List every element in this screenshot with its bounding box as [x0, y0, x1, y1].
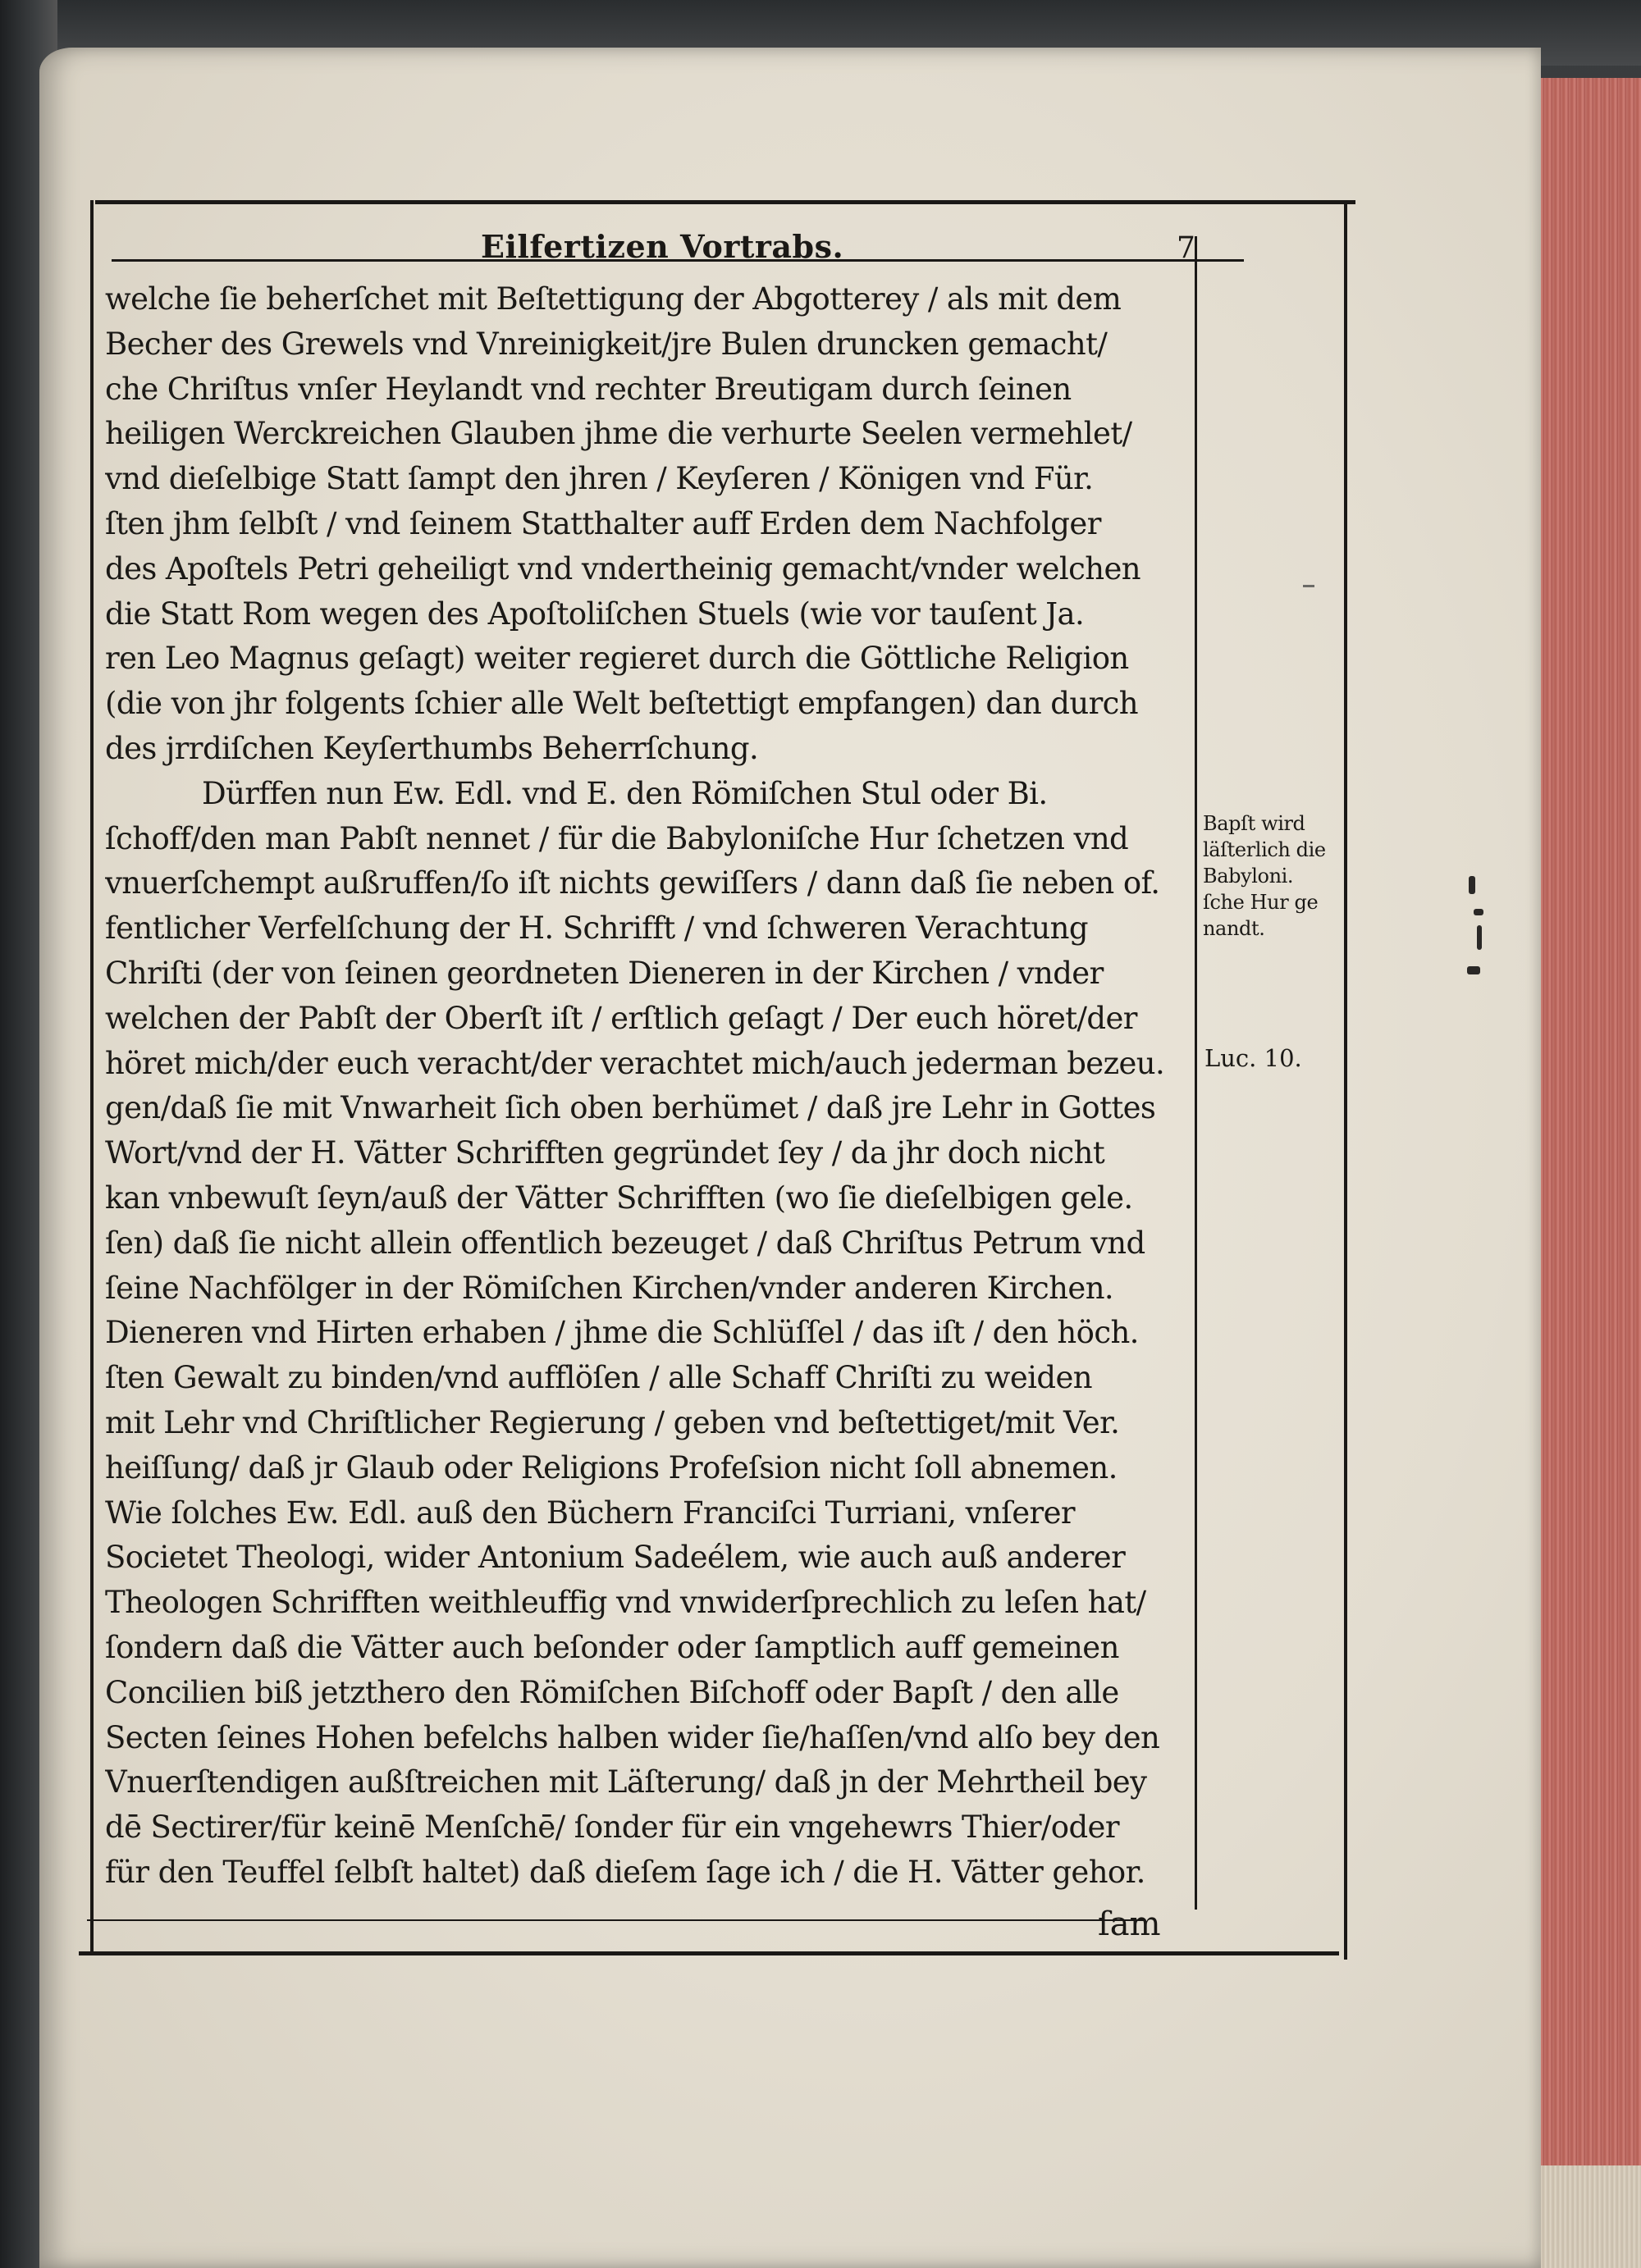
text-line: Concilien biß jetzthero den Römiſchen Biſchoff oder Bapſt / den alle: [105, 1674, 1119, 1710]
margin-pencil-mark: [1303, 585, 1314, 587]
text-line: ſten Gewalt zu binden/vnd aufflöſen / alle Schaff Chriſti zu weiden: [105, 1360, 1092, 1396]
marginal-note-line: Babyloni.: [1203, 865, 1294, 888]
marginal-note-line: läſterlich die: [1203, 838, 1326, 861]
text-line: ren Leo Magnus geſagt) weiter regieret durch die Göttliche Religion: [105, 641, 1129, 677]
fore-edge-bottom: [1526, 2165, 1641, 2268]
text-line: fentlicher Verfelſchung der H. Schrifft / vnd ſchweren Verachtung: [105, 910, 1088, 947]
text-line: ſen) daß ſie nicht allein offentlich bezeuget / daß Chriſtus Petrum vnd: [105, 1225, 1145, 1261]
show-through-marks: [1465, 876, 1490, 991]
text-line: Wie ſolches Ew. Edl. auß den Büchern Franciſci Turriani, vnſerer: [105, 1495, 1075, 1531]
text-line: Chriſti (der von ſeinen geordneten Dieneren in der Kirchen / vnder: [105, 955, 1104, 991]
text-line: ſten jhm ſelbſt / vnd ſeinem Statthalter auff Erden dem Nachfolger: [105, 505, 1101, 541]
text-line: gen/daß ſie mit Vnwarheit ſich oben berhümet / daß jre Lehr in Gottes: [105, 1090, 1156, 1126]
text-line: heiligen Werckreichen Glauben jhme die verhurte Seelen vermehlet/: [105, 416, 1132, 452]
text-line: heiſſung/ daß jr Glaub oder Religions Profeſsion nicht ſoll abnemen.: [105, 1449, 1118, 1485]
text-line: che Chriſtus vnſer Heylandt vnd rechter Breutigam durch ſeinen: [105, 371, 1072, 407]
text-line: Theologen Schrifften weithleuffig vnd vnwiderſprechlich zu leſen hat/: [105, 1585, 1146, 1621]
text-line: ſeine Nachfölger in der Römiſchen Kirchen/vnder anderen Kirchen.: [105, 1270, 1114, 1306]
text-line: (die von jhr folgents ſchier alle Welt beſtettigt empfangen) dan durch: [105, 686, 1139, 722]
text-line: die Statt Rom wegen des Apoſtoliſchen Stuels (wie vor tauſent Ja.: [105, 596, 1085, 632]
text-line: des Apoſtels Petri geheiligt vnd vndertheinig gemacht/vnder welchen: [105, 550, 1141, 586]
text-line: für den Teuffel ſelbſt haltet) daß dieſem ſage ich / die H. Vätter gehor.: [105, 1854, 1145, 1890]
main-text-block: [105, 277, 1193, 1896]
paragraph-first-line: Dürffen nun Ew. Edl. vnd E. den Römiſchen Stul oder Bi.: [202, 775, 1048, 811]
text-line: Dieneren vnd Hirten erhaben / jhme die Schlüſſel / das iſt / den höch.: [105, 1315, 1139, 1351]
text-line: vnuerſchempt außruffen/ſo iſt nichts gewiſſers / dann daß ſie neben of.: [105, 865, 1160, 901]
text-line: des jrrdiſchen Keyſerthumbs Beherrſchung.: [105, 730, 759, 766]
text-line: dē Sectirer/für keinē Menſchē/ ſonder für ein vngehewrs Thier/oder: [105, 1809, 1119, 1846]
text-line: ſondern daß die Vätter auch beſonder oder ſamptlich auff gemeinen: [105, 1629, 1119, 1665]
text-line: kan vnbewuſt ſeyn/auß der Vätter Schrifften (wo ſie dieſelbigen gele.: [105, 1180, 1133, 1216]
marginal-note-line: ſche Hur ge: [1203, 891, 1319, 914]
top-rule: [95, 200, 1355, 204]
left-rule: [90, 200, 94, 1955]
text-line: Becher des Grewels vnd Vnreinigkeit/jre Bulen druncken gemacht/: [105, 326, 1108, 362]
text-line: Vnuerſtendigen außſtreichen mit Läſterung/ daß jn der Mehrtheil bey: [105, 1764, 1147, 1800]
bottom-rule: [79, 1951, 1339, 1955]
marginal-note: [1203, 810, 1359, 942]
page-number: 7: [1177, 231, 1195, 265]
column-divider-rule: [1195, 236, 1197, 1910]
right-rule: [1344, 200, 1347, 1960]
text-line: Wort/vnd der H. Vätter Schrifften gegründet ſey / da jhr doch nicht: [105, 1135, 1105, 1171]
text-line: welchen der Pabſt der Oberſt iſt / erſtlich geſagt / Der euch höret/der: [105, 1000, 1137, 1036]
text-line: höret mich/der euch veracht/der verachtet mich/auch jederman bezeu.: [105, 1045, 1165, 1081]
text-line: welche ſie beherſchet mit Beſtettigung der Abgotterey / als mit dem: [105, 281, 1122, 317]
printed-frame: [95, 187, 1351, 1971]
marginal-note-line: Bapſt wird: [1203, 812, 1305, 835]
catchword: ſam: [1098, 1905, 1161, 1943]
marginal-note-line: nandt.: [1203, 917, 1265, 940]
text-line: ſchoff/den man Pabſt nennet / für die Babyloniſche Hur ſchetzen vnd: [105, 820, 1129, 856]
running-head: Eilfertizen Vortrabs.: [481, 228, 844, 265]
text-bottom-rule: [87, 1919, 1145, 1921]
text-line: Secten ſeines Hohen befelchs halben wider ſie/haſſen/vnd alſo bey den: [105, 1719, 1160, 1755]
book-page: [39, 48, 1541, 2268]
text-line: vnd dieſelbige Statt ſampt den jhren / Keyſeren / Königen vnd Für.: [105, 461, 1094, 497]
red-fore-edge: [1533, 78, 1641, 2268]
text-line: mit Lehr vnd Chriſtlicher Regierung / geben vnd beſtettiget/mit Ver.: [105, 1404, 1120, 1440]
marginal-reference: Luc. 10.: [1204, 1044, 1302, 1072]
text-line: Societet Theologi, wider Antonium Sadeélem, wie auch auß anderer: [105, 1540, 1126, 1576]
